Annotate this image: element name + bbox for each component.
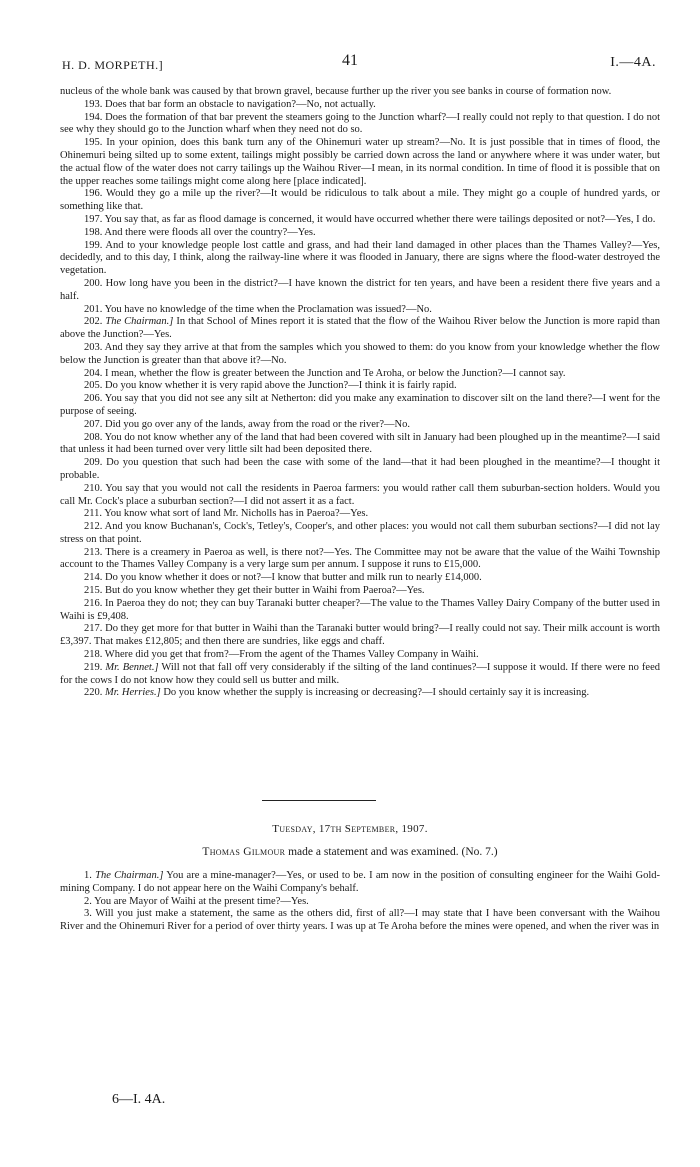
witness-header: H. D. MORPETH.] xyxy=(62,58,164,72)
question-201: 201. You have no knowledge of the time when the Proclamation was issued?—No. xyxy=(84,303,432,315)
question-200: 200. How long have you been in the district?—I have known the district for ten years, and have been a resident there five years and a half. xyxy=(60,277,660,302)
question-210: 210. You say that you would not call the residents in Paeroa farmers: you would rather call them suburban-section holders. Would you call Mr. Cock's place a suburban section?—I did not assert it as a fact. xyxy=(60,482,660,507)
question-number: 220. xyxy=(84,687,103,699)
question-2: 2. You are Mayor of Waihi at the present time?—Yes. xyxy=(84,895,309,907)
question-214: 214. Do you know whether it does or not?—I know that butter and milk run to nearly £14,000. xyxy=(84,572,482,584)
question-215: 215. But do you know whether they get their butter in Waihi from Paeroa?—Yes. xyxy=(84,585,425,597)
signature-mark: 6—I. 4A. xyxy=(112,1092,166,1107)
question-204: 204. I mean, whether the flow is greater between the Junction and Te Aroha, or below the Junction?—I cannot say. xyxy=(84,367,566,379)
question-number: 202. xyxy=(84,316,103,328)
question-195: 195. In your opinion, does this bank turn any of the Ohinemuri water up stream?—No. It is just possible that in times of flood, the Ohinemuri being silted up to some extent, tailings might possibly be carried down across the land or anywhere where it was under water, but the actual flow of the water does not carry tailings up the Waihou River—I mean, in its normal condition. In time of flood it is possible that on the upper reaches some tailings might come along here [place indicated]. xyxy=(60,137,660,187)
date-heading: Tuesday, 17th September, 1907. xyxy=(272,823,428,835)
speaker-label: Mr. Bennet.] xyxy=(105,661,159,673)
question-203: 203. And they say they arrive at that from the samples which you showed to them: do you know from your knowledge whether the flow below the Junction is greater than that above it?—No. xyxy=(60,341,660,366)
question-number: 1. xyxy=(84,870,92,881)
question-220 xyxy=(60,687,660,700)
question-202 xyxy=(60,316,660,342)
witness-heading xyxy=(0,846,700,858)
question-1 xyxy=(60,870,660,896)
question-205: 205. Do you know whether it is very rapid above the Junction?—I think it is fairly rapid. xyxy=(84,380,457,392)
question-209: 209. Do you question that such had been the case with some of the land—that it had been ploughed in the meantime?—I thought it probable. xyxy=(60,457,660,481)
question-198: 198. And there were floods all over the country?—Yes. xyxy=(84,226,316,238)
question-194: 194. Does the formation of that bar prevent the steamers going to the Junction wharf?—I really could not reply to that question. I do not see why they should go to the Junction wharf when they need not do so. xyxy=(60,111,660,136)
question-216: 216. In Paeroa they do not; they can buy Taranaki butter cheaper?—The value to the Thames Valley Dairy Company of the butter used in Waihi is £9,408. xyxy=(60,597,661,622)
question-number: 219. xyxy=(84,661,103,673)
question-213: 213. There is a creamery in Paeroa as well, is there not?—Yes. The Committee may not be aware that the value of the Waihi Township account to the Thames Valley Company is a very large sum per annum. I suppose it runs to £15,000. xyxy=(60,546,660,571)
question-219 xyxy=(60,662,660,688)
witness-statement: made a statement and was examined. xyxy=(288,846,459,858)
speaker-label: The Chairman.] xyxy=(95,870,164,881)
section-divider xyxy=(262,800,376,801)
question-196: 196. Would they go a mile up the river?—It would be ridiculous to talk about a mile. They might go a couple of hundred yards, or something like that. xyxy=(60,188,660,213)
question-212: 212. And you know Buchanan's, Cock's, Tetley's, Cooper's, and other places: you would not call them suburban sections?—I did not lay stress on that point. xyxy=(60,521,660,545)
question-text: You are a mine-manager?—Yes, or used to be. I am now in the position of consulting engineer for the Waihi Gold-mining Company. I do not appear here on the Waihi Company's behalf. xyxy=(60,870,661,894)
question-208: 208. You do not know whether any of the land that had been covered with silt in January had been ploughed up in the meantime?—I said that unless it had been turned over very little silt had been deposited there. xyxy=(60,431,660,456)
paragraph-continued: nucleus of the whole bank was caused by that brown gravel, because further up the river you see banks in course of formation now. xyxy=(60,86,612,97)
question-193: 193. Does that bar form an obstacle to navigation?—No, not actually. xyxy=(84,98,376,110)
question-207: 207. Did you go over any of the lands, away from the road or the river?—No. xyxy=(84,418,410,430)
question-197: 197. You say that, as far as flood damage is concerned, it would have occurred whether there were tailings deposited or not?—Yes, I do. xyxy=(84,213,656,225)
document-reference: I.—4A. xyxy=(610,55,656,70)
question-218: 218. Where did you get that from?—From the agent of the Thames Valley Company in Waihi. xyxy=(84,649,479,661)
witness-name: Thomas Gilmour xyxy=(202,846,286,858)
speaker-label: Mr. Herries.] xyxy=(105,687,161,699)
question-text: Will not that fall off very considerably if the silting of the land continues?—I suppose it would. If there were no feed for the cows I do not know how they could sell us butter and milk. xyxy=(60,661,660,686)
witness-number: (No. 7.) xyxy=(461,846,498,858)
question-3: 3. Will you just make a statement, the same as the others did, first of all?—I may state that I have been conversant with the Waihou River and the Ohinemuri River for a period of over thirty years. I was up at Te Aroha before the mines were opened, and when the river was in xyxy=(60,908,660,933)
question-206: 206. You say that you did not see any silt at Netherton: did you make any examination to discover silt on the land there?—I went for the purpose of seeing. xyxy=(60,393,660,417)
question-211: 211. You know what sort of land Mr. Nicholls has in Paeroa?—Yes. xyxy=(84,508,369,520)
witness-testimony xyxy=(60,870,660,934)
page-number: 41 xyxy=(342,52,358,69)
testimony-body xyxy=(60,86,660,700)
question-199: 199. And to your knowledge people lost cattle and grass, and had their land damaged in other places than the Thames Valley?—Yes, decidedly, and to this day, I think, along the railway-line where it was flooded in January, there are signs where the flood-water destroyed the vegetation. xyxy=(60,239,660,277)
running-header xyxy=(62,54,656,74)
speaker-label: The Chairman.] xyxy=(105,316,174,328)
question-text: In that School of Mines report it is stated that the flow of the Waihou River below the Junction is more rapid than above the Junction?—Yes. xyxy=(60,316,661,341)
question-217: 217. Do they get more for that butter in Waihi than the Taranaki butter would bring?—I really could not say. Their milk account is worth £3,397. That makes £12,805; and then there are sundries, like eggs and chaff. xyxy=(60,623,660,648)
question-text: Do you know whether the supply is increasing or decreasing?—I should certainly say it is increasing. xyxy=(163,687,590,699)
